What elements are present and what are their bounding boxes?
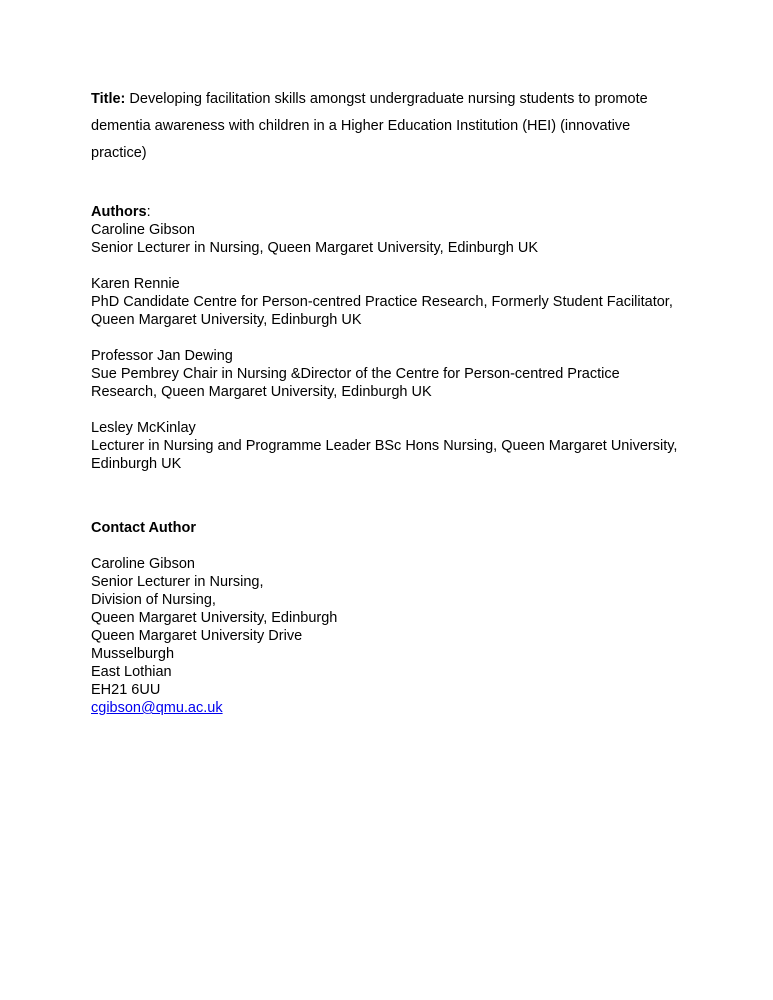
title-label: Title: — [91, 91, 126, 107]
contact-role: Senior Lecturer in Nursing, — [91, 574, 264, 590]
author-name: Caroline Gibson — [91, 222, 195, 238]
author-entry — [91, 275, 683, 329]
author-affiliation: Lecturer in Nursing and Programme Leader BSc Hons Nursing, Queen Margaret University, Edinburgh UK — [91, 438, 678, 472]
author-affiliation: Sue Pembrey Chair in Nursing &Director of the Centre for Person-centred Practice Research, Queen Margaret University, Edinburgh UK — [91, 366, 620, 400]
contact-town: Musselburgh — [91, 646, 175, 662]
contact-author-heading: Contact Author — [91, 520, 196, 536]
contact-details — [91, 555, 683, 717]
author-entry — [91, 347, 683, 401]
paper-title — [91, 86, 683, 167]
author-name: Professor Jan Dewing — [91, 348, 233, 364]
authors-heading — [91, 203, 683, 221]
title-text: Developing facilitation skills amongst undergraduate nursing students to promote dementia awareness with children in a Higher Education Institution (HEI) (innovative practice) — [91, 91, 648, 161]
author-entry — [91, 221, 683, 257]
contact-county: East Lothian — [91, 664, 172, 680]
email-link[interactable]: cgibson@qmu.ac.uk — [91, 700, 223, 716]
contact-postcode: EH21 6UU — [91, 682, 161, 698]
authors-heading-label: Authors — [91, 204, 147, 220]
contact-street: Queen Margaret University Drive — [91, 628, 303, 644]
contact-division: Division of Nursing, — [91, 592, 216, 608]
author-entry — [91, 419, 683, 473]
author-name: Karen Rennie — [91, 276, 180, 292]
author-name: Lesley McKinlay — [91, 420, 196, 436]
contact-name: Caroline Gibson — [91, 556, 195, 572]
author-affiliation: PhD Candidate Centre for Person-centred Practice Research, Formerly Student Facilitator, Queen Margaret University, Edinburgh UK — [91, 294, 673, 328]
authors-heading-colon: : — [146, 204, 151, 220]
document-content — [91, 86, 683, 717]
contact-university: Queen Margaret University, Edinburgh — [91, 610, 338, 626]
author-affiliation: Senior Lecturer in Nursing, Queen Margaret University, Edinburgh UK — [91, 240, 539, 256]
